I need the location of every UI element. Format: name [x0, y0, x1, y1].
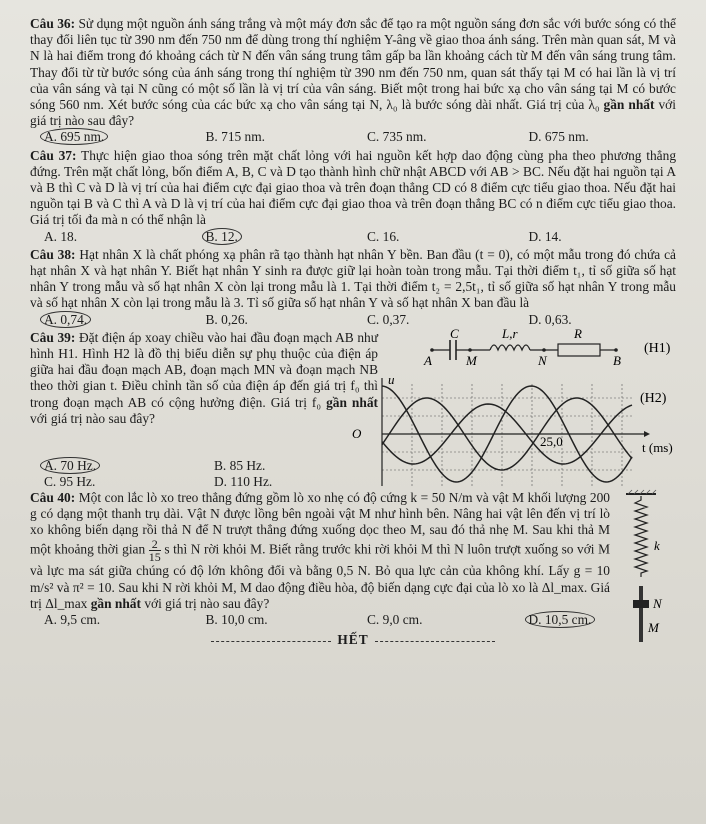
- question-text: Hạt nhân X là chất phóng xạ phân rã tạo thành hạt nhân Y bền. Ban đầu (t = 0), có một mẫu trong đó chứa cả hạt nhân X và hạt nhân Y. Biết hạt nhân Y sinh ra được giữ lại hoàn toàn trong mẫu. Tại thời điểm t₁, tỉ số giữa số hạt nhân Y trong mẫu và số hạt nhân X còn lại trong mẫu là 1. Tại thời điểm t₂ = 2,5t₁, tỉ số giữa số hạt nhân Y trong mẫu và số hạt nhân X còn lại trong mẫu là 3. Tỉ số giữa số hạt nhân Y và số hạt nhân X ban đầu là: [30, 246, 676, 311]
- option-c[interactable]: C. 95 Hz.: [44, 474, 96, 490]
- inductor-coil: [490, 345, 530, 350]
- node-a: [430, 348, 434, 352]
- option-b[interactable]: B. 0,26.: [205, 311, 248, 327]
- label-b: B: [613, 352, 621, 368]
- question-40-text: [30, 490, 610, 612]
- option-d[interactable]: D. 0,63.: [528, 311, 572, 327]
- label-m: M: [648, 619, 659, 635]
- emphasis: gần nhất: [90, 595, 141, 611]
- resistor: [558, 344, 600, 356]
- option-c[interactable]: C. 735 nm.: [367, 129, 427, 145]
- axis-label-t: t (ms): [642, 439, 673, 455]
- question-number: Câu 38:: [30, 246, 76, 262]
- question-tail: với giá trị nào sau đây?: [144, 595, 270, 611]
- option-d[interactable]: D. 110 Hz.: [214, 474, 273, 490]
- option-a[interactable]: A. 70 Hz.: [30, 458, 200, 474]
- origin-label: O: [352, 425, 362, 441]
- option-c[interactable]: C. 0,37.: [367, 311, 410, 327]
- label-m: M: [466, 352, 477, 368]
- label-k: k: [654, 537, 660, 553]
- options-40: [30, 612, 676, 628]
- option-c[interactable]: C. 9,0 cm.: [367, 612, 423, 628]
- question-text: Đặt điện áp xoay chiều vào hai đầu đoạn mạch AB như hình H1. Hình H2 là đồ thị biểu diễn sự phụ thuộc của điện áp giữa hai đầu đoạn mạch AB, đoạn mạch MN và đoạn mạch NB theo thời gian t. Điều chỉnh tần số của điện áp đến giá trị f₀ thì trong đoạn mạch AB có cộng hưởng điện. Giá trị f₀: [30, 329, 378, 410]
- spring-figure: [616, 490, 676, 650]
- question-38: [30, 247, 676, 312]
- option-a[interactable]: A. 18.: [44, 228, 78, 244]
- question-number: Câu 36:: [30, 16, 76, 31]
- question-36: [30, 16, 676, 129]
- option-a[interactable]: A. 0,74.: [30, 312, 192, 328]
- option-b[interactable]: B. 10,0 cm.: [205, 612, 268, 628]
- emphasis: gần nhất: [603, 97, 655, 113]
- question-39: [30, 325, 676, 490]
- question-39-text: [30, 330, 378, 427]
- node-n: [542, 348, 546, 352]
- label-n: N: [538, 352, 547, 368]
- question-text: Sử dụng một nguồn ánh sáng trắng và một máy đơn sắc để tạo ra một nguồn sáng đơn sắc với bước sóng có thể thay đổi liên tục từ 390 nm đến 750 nm để dùng trong thí nghiệm Y-âng về giao thoa ánh sáng. Trên màn quan sát, M và N là hai điểm trong đó khoảng cách từ N đến vân sáng trung tâm gấp ba lần khoảng cách từ M đến vân sáng trung tâm. Thay đổi từ từ bước sóng của ánh sáng trong thí nghiệm từ 390 nm đến 750 nm, quan sát thấy tại M có hai lần là vị trí của vân sáng và tại N cũng có một số lần là vị trí của vân sáng. Biết một trong hai bức xạ cho vân sáng tại M có bước sóng 560 nm. Xét bước sóng của các bức xạ cho vân sáng tại N, λ₀ là bước sóng dài nhất. Giá trị của λ₀: [30, 16, 676, 113]
- label-r: R: [574, 325, 582, 341]
- node-b: [614, 348, 618, 352]
- question-number: Câu 40:: [30, 489, 76, 505]
- option-d[interactable]: D. 14.: [528, 228, 562, 244]
- ring-n: [633, 600, 649, 608]
- spring-coil: [635, 496, 647, 577]
- label-n: N: [653, 595, 662, 611]
- question-number: Câu 39:: [30, 329, 76, 345]
- rod-m: [639, 586, 643, 642]
- option-b[interactable]: B. 12.: [192, 229, 354, 245]
- question-37: [30, 148, 676, 229]
- option-b[interactable]: B. 715 nm.: [205, 129, 266, 145]
- option-d[interactable]: D. 675 nm.: [528, 129, 589, 145]
- figure-label-h1: (H1): [644, 340, 671, 356]
- option-a[interactable]: A. 9,5 cm.: [44, 612, 101, 628]
- option-c[interactable]: C. 16.: [367, 228, 400, 244]
- option-d[interactable]: D. 10,5 cm.: [515, 612, 677, 628]
- circuit-diagram-h1: [410, 325, 676, 368]
- options-36: [30, 129, 676, 145]
- option-b[interactable]: B. 85 Hz.: [214, 457, 266, 473]
- question-text: Thực hiện giao thoa sóng trên mặt chất lỏng với hai nguồn kết hợp dao động cùng pha theo phương thẳng đứng. Trên mặt chất lỏng, bốn điểm A, B, C và D tạo thành hình chữ nhật ABCD với AB > BC. Nếu đặt hai nguồn tại A và B thì C và D là vị trí của hai điểm cực đại giao thoa và trên đoạn thẳng CD có 8 điểm cực tiểu giao thoa. Nếu đặt hai nguồn tại B và C thì A và D là vị trí của hai điểm cực đại giao thoa và trên đoạn thẳng BC có n điểm cực tiểu giao thoa. Giá trị tối đa mà n có thể nhận là: [30, 147, 677, 228]
- question-tail: với giá trị nào sau đây?: [30, 97, 676, 129]
- tick-label-25: 25,0: [540, 433, 563, 449]
- option-a[interactable]: A. 695 nm.: [30, 129, 192, 145]
- end-marker: HẾT: [30, 632, 676, 648]
- node-m: [468, 348, 472, 352]
- label-c: C: [450, 325, 459, 341]
- question-text-2: s thì N rời khỏi M. Biết rằng trước khi rời khỏi M thì N luôn trượt xuống so với M và lực ma sát giữa chúng có độ lớn không đổi và bằng 0,5 N. Bỏ qua lực cản của không khí. Lấy g = 10 m/s² và π² = 10. Sau khi N rời khỏi M, M dao động điều hòa, độ biến dạng cực đại của lò xo là Δl_max. Giá trị Δl_max: [30, 542, 610, 611]
- t-axis-arrow: [644, 431, 650, 437]
- question-tail: với giá trị nào sau đây?: [30, 410, 155, 426]
- options-39: [30, 458, 370, 490]
- label-lr: L,r: [502, 325, 518, 341]
- question-number: Câu 37:: [30, 147, 77, 163]
- figure-label-h2: (H2): [640, 390, 667, 406]
- axis-label-u: u: [388, 371, 395, 387]
- time-fraction: $\frac{2}{15}$: [148, 537, 161, 565]
- options-37: [30, 229, 676, 245]
- question-text-1: Một con lắc lò xo treo thẳng đứng gồm lò xo nhẹ có độ cứng k = 50 N/m và vật M khối lượng 200 g có dạng một thanh trụ dài. Vật N được lồng bên ngoài vật M như hình bên. Nâng hai vật lên đến vị trí lò xo không biến dạng rồi thả N để N trượt thẳng đứng xuống dọc theo M, sau đó thả nhẹ M. Sau khi thả M một khoảng thời gian: [30, 489, 610, 558]
- exam-content: [30, 16, 676, 648]
- label-a: A: [424, 352, 432, 368]
- emphasis: gần nhất: [326, 394, 378, 410]
